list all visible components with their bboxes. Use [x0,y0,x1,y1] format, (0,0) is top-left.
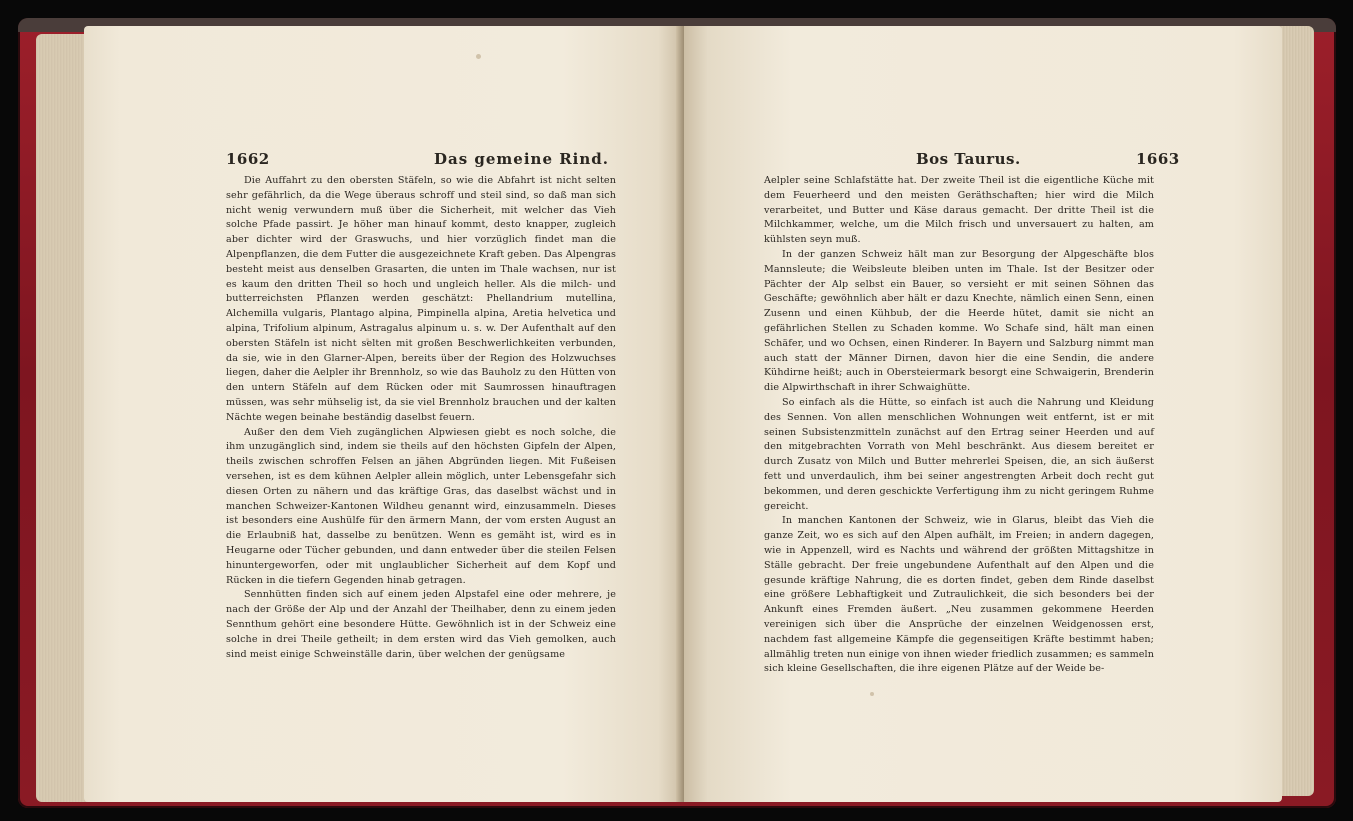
left-text-column [226,174,616,662]
right-page [684,26,1282,802]
left-page [84,26,682,802]
left-paragraph-3: Sennhütten finden sich auf einem jeden Alpstafel eine oder mehrere, je nach der Größe der Alp und der Anzahl der Theilhaber, denn zu einem jeden Sennthum gehört eine besondere Hütte. Gewöhnlich ist in der Schweiz eine solche in drei Theile getheilt; in dem ersten wird das Vieh gemolken, auch sind meist einige Schweinställe darin, über welchen der genügsame [226,589,616,660]
left-paragraph-2: Außer den dem Vieh zugänglichen Alpwiesen giebt es noch solche, die ihm unzugänglich sind, indem sie theils auf den höchsten Gipfeln der Alpen, theils zwischen schroffen Felsen an jähen Abgründen liegen. Mit Fußeisen versehen, ist es dem kühnen Aelpler allein möglich, unter Lebensgefahr sich diesen Orten zu nähern und das kräftige Gras, das daselbst wächst und in manchen Schweizer-Kantonen Wildheu genannt wird, einzusammeln. Dieses ist besonders eine Aushülfe für den ärmern Mann, der vom ersten August an die Erlaubniß hat, dasselbe zu benützen. Wenn es gemäht ist, wird es in Heugarne oder Tücher gebunden, und dann entweder über die steilen Felsen hinuntergeworfen, oder mit unglaublicher Sicherheit auf dem Kopf und Rücken in die tiefern Gegenden hinab getragen. [226,426,616,586]
right-paragraph-1: Aelpler seine Schlafstätte hat. Der zweite Theil ist die eigentliche Küche mit dem Feuerheerd und den meisten Geräthschaften; hier wird die Milch verarbeitet, und Butter und Käse daraus gemacht. Der dritte Theil ist die Milchkammer, welche, um die Milch frisch und unversauert zu halten, am kühlsten seyn muß. [764,175,1154,246]
right-running-title: Bos Taurus. [916,150,1021,168]
foxing-spot [870,692,874,696]
left-running-title: Das gemeine Rind. [434,150,609,168]
foxing-spot [366,338,369,341]
right-paragraph-2: In der ganzen Schweiz hält man zur Besorgung der Alpgeschäfte blos Mannsleute; die Weibsleute bleiben unten im Thale. Ist der Besitzer oder Pächter der Alp selbst ein Bauer, so versieht er mit seinen Söhnen das Geschäfte; gewöhnlich aber hält er dazu Knechte, nämlich einen Senn, einen Zusenn und einen Kühbub, der die Heerde hütet, damit sie nicht an gefährlichen Stellen zu Schaden komme. Wo Schafe sind, hält man einen Schäfer, und wo Ochsen, einen Rinderer. In Bayern und Salzburg nimmt man auch statt der Männer Dirnen, davon hier die eine Sendin, die andere Kühdirne heißt; auch in Obersteiermark besorgt eine Schwaigerin, Brenderin die Alpwirthschaft in ihrer Schwaighütte. [764,248,1154,394]
right-paragraph-3: So einfach als die Hütte, so einfach ist auch die Nahrung und Kleidung des Sennen. Von allen menschlichen Wohnungen weit entfernt, ist er mit seinen Subsistenzmitteln zunächst auf den Ertrag seiner Heerden und auf den mitgebrachten Vorrath von Mehl beschränkt. Aus diesem bereitet er durch Zusatz von Milch und Butter mehrerlei Speisen, die, an sich äußerst fett und unverdaulich, ihm bei seiner angestrengten Arbeit doch recht gut bekommen, und deren geschickte Verfertigung ihm zu nicht geringem Ruhme gereicht. [764,396,1154,512]
left-page-number: 1662 [226,150,270,168]
left-paragraph-1: Die Auffahrt zu den obersten Stäfeln, so wie die Abfahrt ist nicht selten sehr gefährlich, da die Wege überaus schroff und steil sind, so daß man sich nicht wenig verwundern muß über die Sicherheit, mit welcher das Vieh solche Pfade passirt. Je höher man hinauf kommt, desto knapper, zugleich aber dichter wird der Graswuchs, und hier vorzüglich findet man die Alpenpflanzen, die dem Futter die ausgezeichnete Kraft geben. Das Alpengras besteht meist aus denselben Grasarten, die unten im Thale wachsen, nur ist es kaum den dritten Theil so hoch und ungleich heller. Als die milch- und butterreichsten Pflanzen werden geschätzt: Phellandrium mutellina, Alchemilla vulgaris, Plantago alpina, Pimpinella alpina, Aretia helvetica und alpina, Trifolium alpinum, Astragalus alpinum u. s. w. Der Aufenthalt auf den obersten Stäfeln ist nicht selten mit großen Beschwerlichkeiten verbunden, da sie, wie in den Glarner-Alpen, bereits über der Region des Holzwuchses liegen, daher die Aelpler ihr Brennholz, so wie das Bauholz zu den Hütten von den untern Stäfeln auf dem Rücken oder mit Saumrossen hinauftragen müssen, was sehr mühselig ist, da sie viel Brennholz brauchen und der kalten Nächte wegen beinahe beständig daselbst feuern. [226,175,616,423]
right-page-number: 1663 [1136,150,1180,168]
right-paragraph-4: In manchen Kantonen der Schweiz, wie in Glarus, bleibt das Vieh die ganze Zeit, wo es sich auf den Alpen aufhält, im Freien; in andern dagegen, wie in Appenzell, wird es Nachts und während der größten Mittagshitze in Ställe gebracht. Der freie ungebundene Aufenthalt auf den Alpen und die gesunde kräftige Nahrung, die es dorten findet, geben dem Rinde daselbst eine größere Lebhaftigkeit und Zutraulichkeit, die sich besonders bei der Ankunft eines Fremden äußert. „Neu zusammen gekommene Heerden vereinigen sich über die Ansprüche der einzelnen Weidgenossen erst, nachdem fast allgemeine Kämpfe die gegenseitigen Kräfte bestimmt haben; allmählig treten nun einige von ihnen wieder friedlich zusammen; es sammeln sich kleine Gesellschaften, die ihre eigenen Plätze auf der Weide be- [764,515,1154,675]
foxing-spot [476,54,481,59]
right-text-column [764,174,1154,677]
